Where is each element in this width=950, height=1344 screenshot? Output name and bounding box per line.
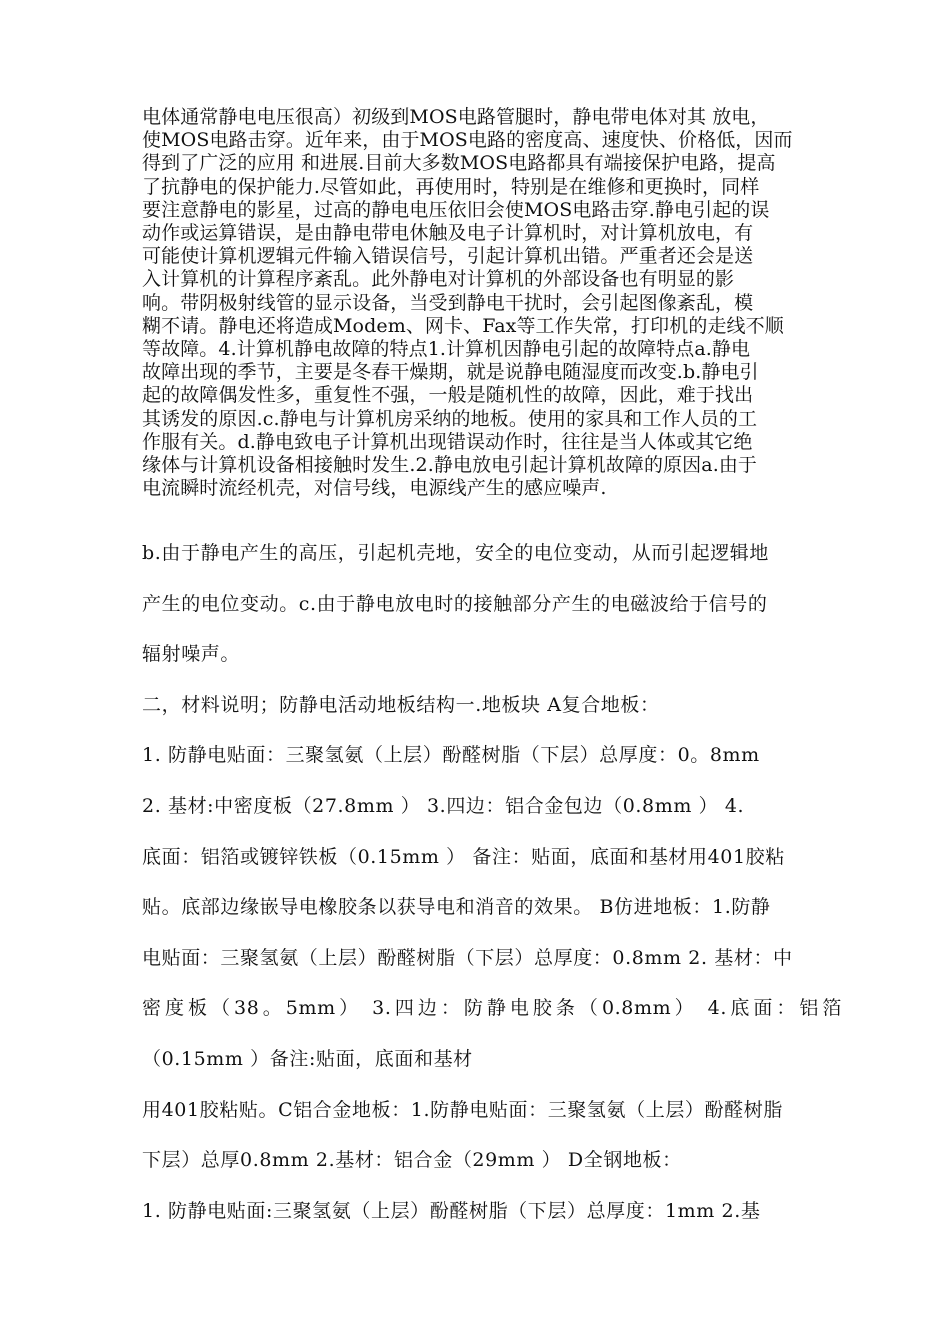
text-line: 缘体与计算机设备相接触时发生.2.静电放电引起计算机故障的原因a.由于: [142, 454, 758, 477]
text-line: 得到了广泛的应用 和进展.目前大多数MOS电路都具有端接保护电路，提高: [142, 152, 776, 175]
text-line: 1. 防静电贴面:三聚氢氨（上层）酚醛树脂（下层）总厚度：1mm 2.基: [142, 1199, 761, 1222]
spaced-paragraphs: [142, 540, 842, 1248]
text-line: （0.15mm ）备注:贴面，底面和基材: [142, 1047, 473, 1070]
text-line: 等故障。4.计算机静电故障的特点1.计算机因静电引起的故障特点a.静电: [142, 338, 751, 361]
text-line: 贴。底部边缘嵌导电橡胶条以获导电和消音的效果。 B仿进地板：1.防静: [142, 896, 771, 919]
text-line: 1. 防静电贴面：三聚氢氨（上层）酚醛树脂（下层）总厚度：0。8mm: [142, 744, 760, 767]
text-line: 作服有关。d.静电致电子计算机出现错误动作时，往往是当人体或其它绝: [142, 430, 753, 453]
text-line: 用401胶粘贴。C铝合金地板：1.防静电贴面：三聚氢氨（上层）酚醛树脂: [142, 1098, 783, 1121]
text-line: b.由于静电产生的高压，引起机壳地，安全的电位变动，从而引起逻辑地: [142, 542, 770, 564]
text-line: 电体通常静电电压很高）初级到MOS电路管腿时，静电带电体对其 放电，: [142, 106, 770, 128]
text-line: 电流瞬时流经机壳，对信号线，电源线产生的感应噪声.: [142, 477, 607, 500]
text-line: 产生的电位变动。c.由于静电放电时的接触部分产生的电磁波给于信号的: [142, 592, 768, 615]
text-line: 使MOS电路击穿。近年来，由于MOS电路的密度高、速度快、价格低，因而: [142, 129, 793, 152]
text-line: 糊不请。静电还将造成Modem、网卡、Fax等工作失常，打印机的走线不顺: [142, 314, 784, 337]
text-line: 了抗静电的保护能力.尽管如此，再使用时，特别是在维修和更换时，同样: [142, 175, 760, 198]
text-line: 2. 基材:中密度板（27.8mm ） 3.四边：铝合金包边（0.8mm ） 4.: [142, 794, 745, 817]
text-line: 可能使计算机逻辑元件输入错误信号，引起计算机出错。严重者还会是送: [142, 245, 754, 268]
text-line: 响。带阴极射线管的显示设备，当受到静电干扰时，会引起图像紊乱，模: [142, 291, 754, 314]
text-line: 入计算机的计算程序紊乱。此外静电对计算机的外部设备也有明显的影: [142, 268, 735, 291]
text-line: 起的故障偶发性多，重复性不强，一般是随机性的故障，因此，难于找出: [142, 384, 754, 407]
text-line: 电贴面：三聚氢氨（上层）酚醛树脂（下层）总厚度：0.8mm 2. 基材：中: [142, 946, 793, 969]
text-line: 下层）总厚0.8mm 2.基材：铝合金（29mm ） D全钢地板：: [142, 1149, 682, 1172]
text-line: 底面：铝箔或镀锌铁板（0.15mm ） 备注：贴面，底面和基材用401胶粘: [142, 845, 785, 868]
text-line: 动作或运算错误，是由静电带电休触及电子计算机时，对计算机放电，有: [142, 222, 754, 245]
text-line: 辐射噪声。: [142, 643, 241, 666]
section-heading: 二，材料说明；防静电活动地板结构一.地板块 A复合地板：: [142, 693, 660, 716]
dense-paragraph: [142, 106, 842, 500]
text-line: 要注意静电的影星，过高的静电电压依旧会使MOS电路击穿.静电引起的误: [142, 198, 770, 221]
text-line: 密度板（38。5mm） 3.四边：防静电胶条（0.8mm） 4.底面：铝箔: [142, 997, 842, 1020]
text-line: 故障出现的季节，主要是冬春干燥期，就是说静电随湿度而改变.b.静电引: [142, 361, 759, 384]
text-line: 其诱发的原因.c.静电与计算机房采纳的地板。使用的家具和工作人员的工: [142, 407, 758, 430]
